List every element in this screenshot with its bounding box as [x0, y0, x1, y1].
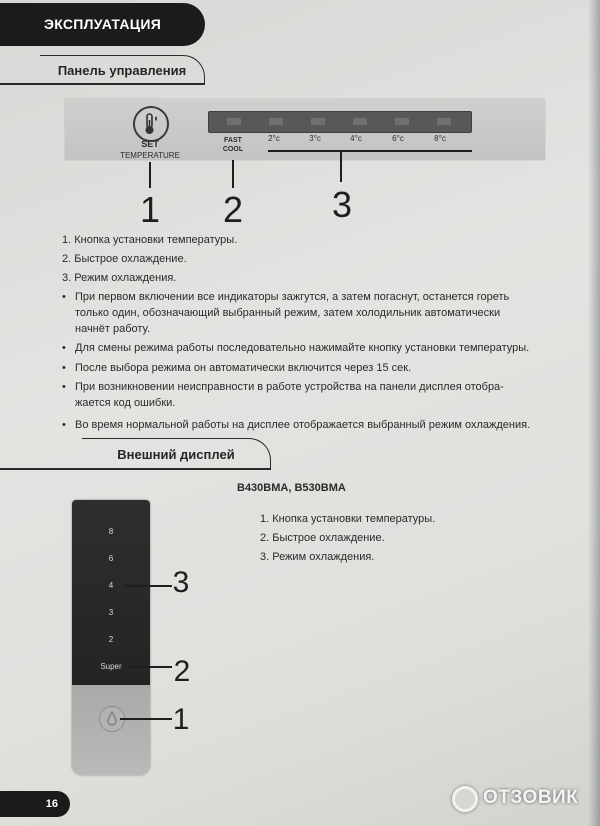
numbered-item-1: 1. Кнопка установки температуры.	[62, 234, 238, 246]
mode-label-2c: 2°c	[268, 134, 280, 143]
external-display-illustration	[72, 500, 150, 775]
display-callout-number-2: 2	[173, 655, 191, 688]
watermark-logo-icon	[452, 786, 478, 812]
bullet-1-line-1: При первом включении все индикаторы зажгутся, а затем погаснут, останется гореть	[75, 291, 510, 303]
display-label-8: 8	[108, 527, 114, 536]
indicator-segment	[269, 118, 283, 125]
indicator-segment	[395, 118, 409, 125]
display-callout-line-1	[120, 718, 172, 720]
bullet-1-line-3: начнёт работу.	[75, 323, 150, 335]
mode-label-6c: 6°c	[392, 134, 404, 143]
bullet-2-line-1: Для смены режима работы последовательно нажимайте кнопку установки температуры.	[75, 342, 530, 354]
display-callout-line-2	[128, 666, 172, 668]
indicator-segment	[311, 118, 325, 125]
bullet-marker: •	[62, 342, 66, 354]
indicator-segment	[437, 118, 451, 125]
temperature-label: TEMPERATURE	[120, 151, 180, 160]
control-panel-title: Панель управления	[40, 55, 205, 84]
external-display-title-rule	[0, 468, 271, 470]
indicator-bar	[208, 111, 472, 133]
numbered-item-3: 3. Режим охлаждения.	[62, 272, 177, 284]
mode-label-8c: 8°c	[434, 134, 446, 143]
mode-label-4c: 4°c	[350, 134, 362, 143]
set-label: SET	[141, 139, 159, 149]
callout-bracket-3	[268, 150, 472, 152]
indicator-segment	[353, 118, 367, 125]
display-callout-line-3	[125, 585, 172, 587]
watermark-text: ОТЗОВИК	[483, 787, 579, 808]
bullet-3-line-1: После выбора режима он автоматически включится через 15 сек.	[75, 362, 412, 374]
cool-label: COOL	[222, 146, 244, 153]
display-item-3: 3. Режим охлаждения.	[260, 551, 375, 563]
bullet-4-line-1: При возникновении неисправности в работе устройства на панели дисплея отобра-	[75, 381, 504, 393]
bullet-5-line-1: Во время нормальной работы на дисплее отображается выбранный режим охлаждения.	[75, 419, 531, 431]
fast-label: FAST	[224, 137, 242, 144]
callout-line-1	[149, 162, 151, 188]
display-callout-number-1: 1	[172, 703, 190, 736]
model-names: B430BMA, B530BMA	[237, 482, 346, 494]
callout-line-3	[340, 150, 342, 182]
display-callout-number-3: 3	[172, 566, 190, 599]
display-label-super: Super	[100, 662, 122, 671]
external-display-title: Внешний дисплей	[82, 438, 271, 469]
display-item-2: 2. Быстрое охлаждение.	[260, 532, 385, 544]
callout-number-1: 1	[139, 189, 161, 230]
display-label-2: 2	[108, 635, 114, 644]
callout-line-2	[232, 160, 234, 188]
callout-number-2: 2	[222, 189, 244, 230]
display-label-3: 3	[108, 608, 114, 617]
bullet-1-line-2: только один, обозначающий выбранный режим, затем холодильник автоматически	[75, 307, 501, 319]
page-number: 16	[0, 791, 70, 817]
bullet-4-line-2: жается код ошибки.	[75, 397, 176, 409]
section-header-tab: ЭКСПЛУАТАЦИЯ	[0, 3, 205, 46]
thermometer-drop-icon	[135, 108, 167, 140]
indicator-segment	[227, 118, 241, 125]
set-temperature-button	[133, 106, 169, 142]
display-label-4: 4	[108, 581, 114, 590]
mode-label-3c: 3°c	[309, 134, 321, 143]
bullet-marker: •	[62, 362, 66, 374]
bullet-marker: •	[62, 381, 66, 393]
bullet-marker: •	[62, 419, 66, 431]
page-edge-shadow	[588, 0, 600, 826]
display-label-6: 6	[108, 554, 114, 563]
control-panel-title-rule	[0, 83, 205, 85]
display-item-1: 1. Кнопка установки температуры.	[260, 513, 436, 525]
bullet-marker: •	[62, 291, 66, 303]
callout-number-3: 3	[331, 184, 353, 225]
numbered-item-2: 2. Быстрое охлаждение.	[62, 253, 187, 265]
